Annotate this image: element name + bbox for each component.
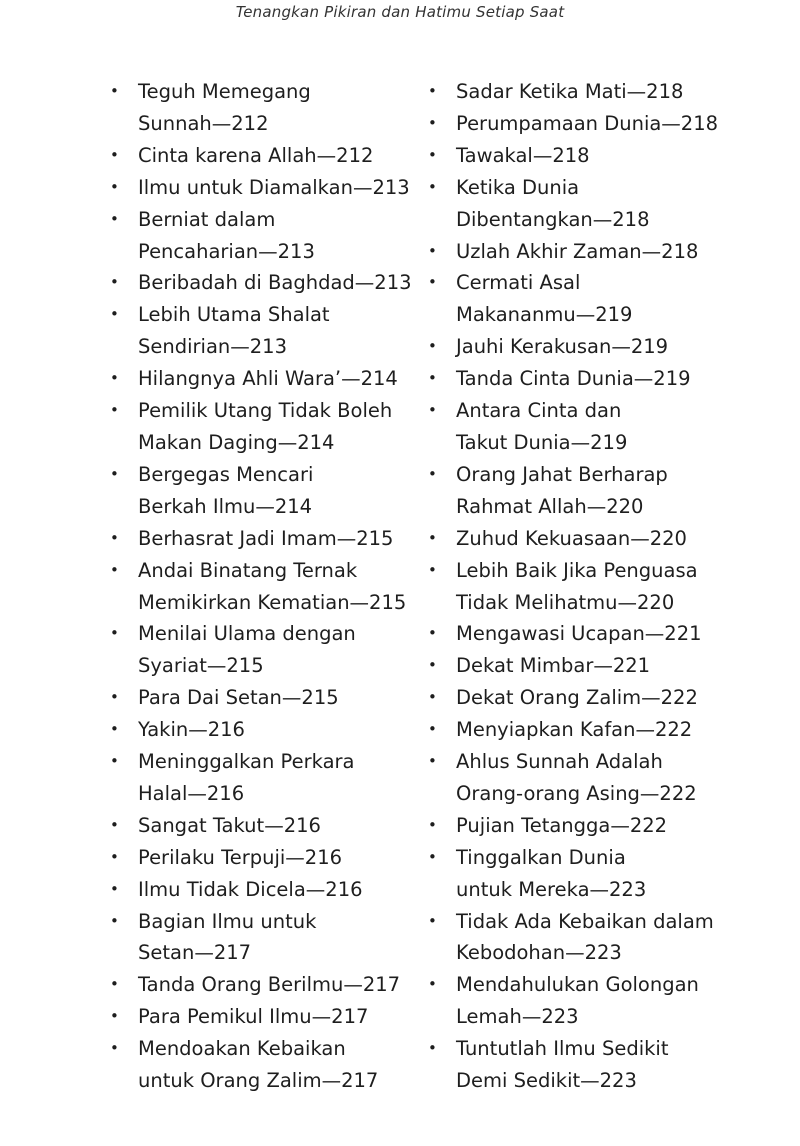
toc-entry-line: Orang-orang Asing—222 <box>456 781 697 805</box>
bullet-icon: • <box>110 879 119 898</box>
toc-entry-line: Lebih Utama Shalat <box>138 303 330 327</box>
toc-entry-line: Makan Daging—214 <box>138 430 335 454</box>
bullet-icon: • <box>110 369 119 388</box>
bullet-icon: • <box>428 464 437 483</box>
toc-entry-line: Yakin—216 <box>138 718 245 742</box>
bullet-icon: • <box>110 177 119 196</box>
toc-entry-line: Lemah—223 <box>456 1005 579 1029</box>
toc-entry-line: Mengawasi Ucapan—221 <box>456 622 702 646</box>
toc-entry-line: untuk Mereka—223 <box>456 877 647 901</box>
toc-entry-line: Ketika Dunia <box>456 175 580 199</box>
toc-entry-line: Sunnah—212 <box>138 111 269 135</box>
toc-entry <box>110 523 410 555</box>
toc-entry-line: Berniat dalam <box>138 207 276 231</box>
bullet-icon: • <box>110 847 119 866</box>
toc-entry-line: Mendoakan Kebaikan <box>138 1037 346 1061</box>
toc-entry-line: Zuhud Kekuasaan—220 <box>456 526 687 550</box>
toc-entry-line: Pencaharian—213 <box>138 239 315 263</box>
toc-entry-line: Perumpamaan Dunia—218 <box>456 111 719 135</box>
bullet-icon: • <box>428 177 437 196</box>
bullet-icon: • <box>428 688 437 707</box>
bullet-icon: • <box>428 560 437 579</box>
bullet-icon: • <box>428 1039 437 1058</box>
bullet-icon: • <box>428 82 437 100</box>
bullet-icon: • <box>110 401 119 420</box>
toc-entry-line: Beribadah di Baghdad—213 <box>138 271 412 295</box>
toc-entry-line: Mendahulukan Golongan <box>456 973 699 997</box>
toc-entry <box>110 459 410 523</box>
toc-entry <box>110 810 410 842</box>
bullet-icon: • <box>428 401 437 420</box>
toc-entry-line: Bergegas Mencari <box>138 462 314 486</box>
toc-entry <box>110 76 410 140</box>
toc-entry <box>110 1033 410 1097</box>
toc-entry-line: Tanda Orang Berilmu—217 <box>138 973 401 997</box>
toc-entry-line: Para Dai Setan—215 <box>138 686 339 710</box>
toc-entry <box>110 555 410 619</box>
toc-entry <box>110 874 410 906</box>
toc-entry <box>110 714 410 746</box>
toc-entry-line: Para Pemikul Ilmu—217 <box>138 1005 369 1029</box>
bullet-icon: • <box>428 847 437 866</box>
toc-entry <box>428 1033 718 1097</box>
toc-entry <box>428 76 718 108</box>
toc-entry-line: Makananmu—219 <box>456 303 633 327</box>
toc-entry-line: Halal—216 <box>138 781 245 805</box>
toc-entry-line: Tidak Melihatmu—220 <box>456 590 675 614</box>
toc-entry-line: Memikirkan Kematian—215 <box>138 590 407 614</box>
bullet-icon: • <box>428 752 437 771</box>
bullet-icon: • <box>110 209 119 228</box>
bullet-icon: • <box>428 113 437 132</box>
toc-entry-line: Tinggalkan Dunia <box>456 845 626 869</box>
toc-entry <box>110 395 410 459</box>
toc-entry <box>428 363 718 395</box>
toc-right-column <box>428 76 718 1097</box>
toc-entry-line: Lebih Baik Jika Penguasa <box>456 558 698 582</box>
bullet-icon: • <box>110 911 119 930</box>
toc-entry-line: Berhasrat Jadi Imam—215 <box>138 526 394 550</box>
bullet-icon: • <box>110 688 119 707</box>
toc-entry-line: Pujian Tetangga—222 <box>456 813 668 837</box>
bullet-icon: • <box>428 337 437 356</box>
toc-entry <box>428 906 718 970</box>
toc-entry <box>110 172 410 204</box>
bullet-icon: • <box>110 273 119 292</box>
toc-entry-line: Andai Binatang Ternak <box>138 558 358 582</box>
bullet-icon: • <box>428 369 437 388</box>
bullet-icon: • <box>428 273 437 292</box>
bullet-icon: • <box>428 241 437 260</box>
toc-entry-line: Takut Dunia—219 <box>456 430 628 454</box>
bullet-icon: • <box>428 815 437 834</box>
toc-entry <box>110 842 410 874</box>
toc-entry <box>428 842 718 906</box>
toc-entry <box>428 172 718 236</box>
toc-entry <box>428 650 718 682</box>
toc-entry-line: Syariat—215 <box>138 654 264 678</box>
toc-entry-line: Dekat Mimbar—221 <box>456 654 651 678</box>
toc-entry <box>110 299 410 363</box>
toc-entry-line: Setan—217 <box>138 941 252 965</box>
toc-entry-line: Cermati Asal <box>456 271 581 295</box>
bullet-icon: • <box>110 528 119 547</box>
toc-entry-line: Uzlah Akhir Zaman—218 <box>456 239 699 263</box>
toc-entry-line: Tanda Cinta Dunia—219 <box>456 367 691 391</box>
bullet-icon: • <box>110 624 119 643</box>
toc-entry-line: Rahmat Allah—220 <box>456 494 644 518</box>
bullet-icon: • <box>110 560 119 579</box>
bullet-icon: • <box>110 975 119 994</box>
toc-entry <box>428 810 718 842</box>
toc-entry <box>110 204 410 268</box>
toc-entry-line: Pemilik Utang Tidak Boleh <box>138 399 393 423</box>
toc-entry-line: Bagian Ilmu untuk <box>138 909 317 933</box>
toc-entry <box>428 459 718 523</box>
toc-entry <box>428 331 718 363</box>
bullet-icon: • <box>428 911 437 930</box>
bullet-icon: • <box>110 752 119 771</box>
toc-entry-line: Perilaku Terpuji—216 <box>138 845 343 869</box>
toc-entry <box>428 682 718 714</box>
toc-entry-line: Menyiapkan Kafan—222 <box>456 718 693 742</box>
bullet-icon: • <box>428 528 437 547</box>
bullet-icon: • <box>110 720 119 739</box>
toc-entry-line: Meninggalkan Perkara <box>138 750 355 774</box>
bullet-icon: • <box>110 464 119 483</box>
toc-entry <box>428 969 718 1033</box>
toc-entry-line: Ilmu Tidak Dicela—216 <box>138 877 363 901</box>
toc-entry <box>428 618 718 650</box>
toc-entry-line: Orang Jahat Berharap <box>456 462 668 486</box>
bullet-icon: • <box>428 145 437 164</box>
bullet-icon: • <box>428 624 437 643</box>
toc-entry-line: Teguh Memegang <box>138 80 311 103</box>
toc-entry-line: Menilai Ulama dengan <box>138 622 356 646</box>
toc-entry <box>428 236 718 268</box>
toc-entry-line: Sendirian—213 <box>138 335 287 359</box>
bullet-icon: • <box>110 815 119 834</box>
toc-entry-line: Tuntutlah Ilmu Sedikit <box>456 1037 669 1061</box>
toc-entry-line: Ahlus Sunnah Adalah <box>456 750 663 774</box>
toc-entry <box>110 618 410 682</box>
toc-entry-line: Sangat Takut—216 <box>138 813 321 837</box>
toc-entry-line: Tawakal—218 <box>456 143 590 167</box>
bullet-icon: • <box>110 1039 119 1058</box>
toc-entry-line: Antara Cinta dan <box>456 399 622 423</box>
toc-entry <box>110 969 410 1001</box>
toc-entry-line: Hilangnya Ahli Wara’—214 <box>138 367 398 391</box>
bullet-icon: • <box>110 145 119 164</box>
bullet-icon: • <box>110 82 119 100</box>
toc-entry-line: Berkah Ilmu—214 <box>138 494 313 518</box>
toc-entry-line: Tidak Ada Kebaikan dalam <box>456 909 714 933</box>
toc-entry-line: Cinta karena Allah—212 <box>138 143 374 167</box>
toc-left-column <box>110 76 410 1097</box>
toc-entry <box>110 906 410 970</box>
toc-entry <box>110 267 410 299</box>
toc-entry-line: Kebodohan—223 <box>456 941 622 965</box>
toc-entry-line: Dekat Orang Zalim—222 <box>456 686 698 710</box>
bullet-icon: • <box>428 975 437 994</box>
toc-entry-line: Demi Sedikit—223 <box>456 1069 637 1093</box>
toc-entry <box>428 267 718 331</box>
bullet-icon: • <box>110 305 119 324</box>
toc-entry <box>428 395 718 459</box>
toc-entry-line: Sadar Ketika Mati—218 <box>456 80 684 103</box>
toc-entry <box>110 682 410 714</box>
toc-entry <box>110 746 410 810</box>
toc-entry-line: Jauhi Kerakusan—219 <box>456 335 669 359</box>
toc-entry-line: Dibentangkan—218 <box>456 207 650 231</box>
toc-entry <box>428 140 718 172</box>
toc-entry-line: Ilmu untuk Diamalkan—213 <box>138 175 410 199</box>
bullet-icon: • <box>428 656 437 675</box>
toc-entry-line: untuk Orang Zalim—217 <box>138 1069 379 1093</box>
toc-entry <box>428 523 718 555</box>
toc-entry <box>428 555 718 619</box>
bullet-icon: • <box>428 720 437 739</box>
toc-entry <box>428 714 718 746</box>
toc-entry <box>110 1001 410 1033</box>
running-header: Tenangkan Pikiran dan Hatimu Setiap Saat <box>235 3 565 21</box>
toc-entry <box>110 363 410 395</box>
bullet-icon: • <box>110 1007 119 1026</box>
toc-entry <box>110 140 410 172</box>
toc-entry <box>428 746 718 810</box>
toc-entry <box>428 108 718 140</box>
